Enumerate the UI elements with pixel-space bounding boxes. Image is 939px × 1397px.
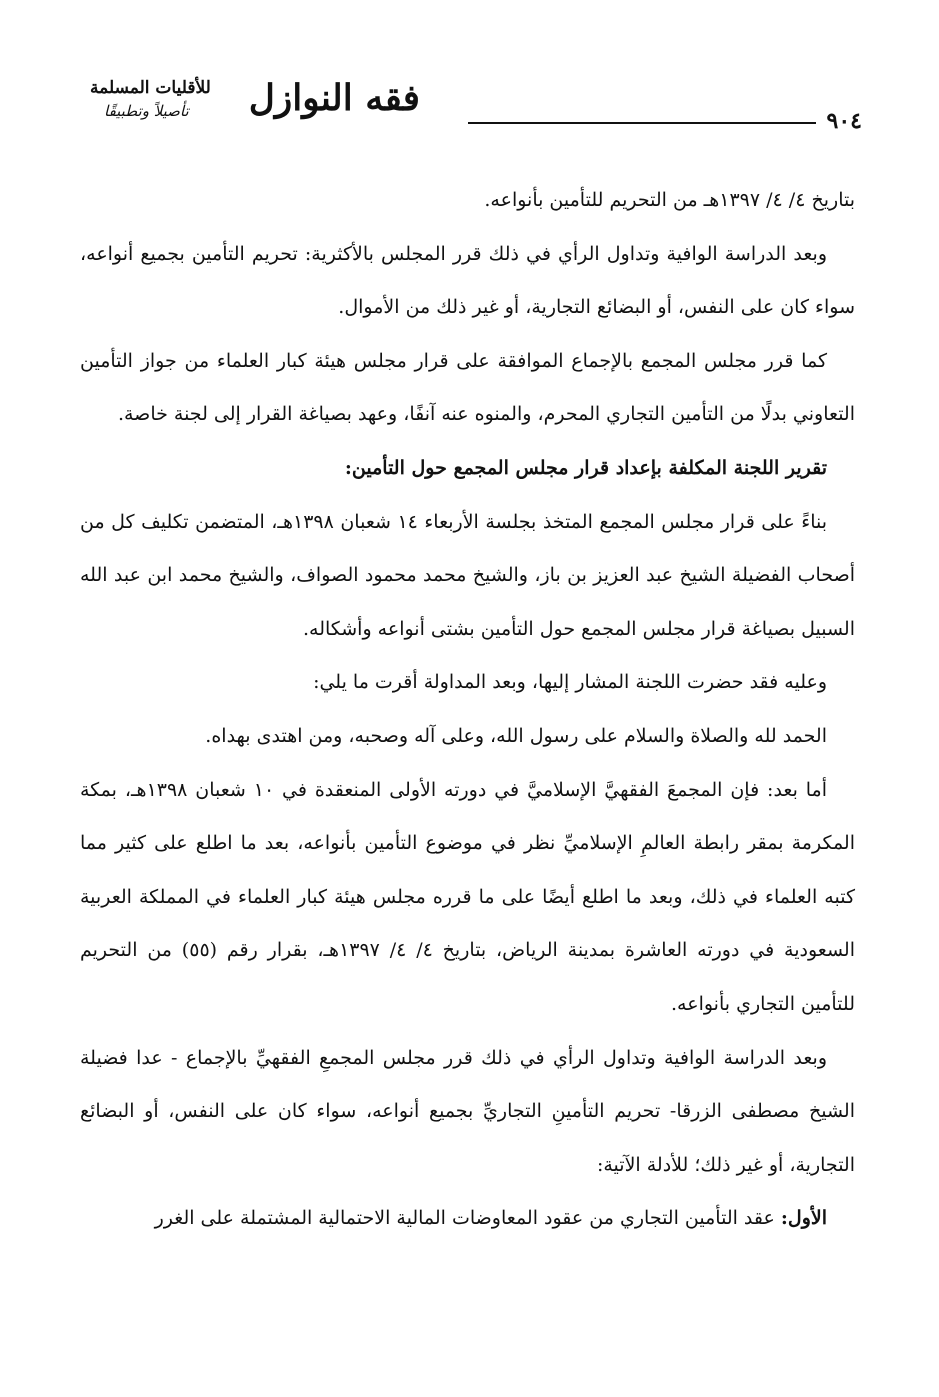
paragraph-first-evidence <box>80 1192 855 1246</box>
paragraph: وبعد الدراسة الوافية وتداول الرأي في ذلك قرر مجلس المجمعِ الفقهيِّ بالإجماع - عدا فضيلة الشيخ مصطفى الزرقا- تحريم التأمينِ التجاريِّ بجميع أنواعه، سواء كان على النفس، أو البضائع التجارية، أو غير ذلك؛ للأدلة الآتية: <box>80 1046 855 1176</box>
book-title-tagline: تأصيلاً وتطبيقًا <box>104 102 189 120</box>
paragraph: وعليه فقد حضرت اللجنة المشار إليها، وبعد المداولة أقرت ما يلي: <box>313 671 827 694</box>
section-heading: تقرير اللجنة المكلفة بإعداد قرار مجلس المجمع حول التأمين: <box>344 456 827 479</box>
book-title-subtitle: للأقليات المسلمة <box>90 78 211 98</box>
book-title-main: فقه النوازل <box>248 77 420 119</box>
paragraph: بناءً على قرار مجلس المجمع المتخذ بجلسة الأربعاء ١٤ شعبان ١٣٩٨هـ، المتضمن تكليف كل من أصحاب الفضيلة الشيخ عبد العزيز بن باز، والشيخ محمد محمود الصواف، والشيخ محمد ابن عبد الله السبيل بصياغة قرار مجلس المجمع حول التأمين بشتى أنواعه وأشكاله. <box>80 510 855 640</box>
book-title <box>90 70 420 150</box>
page-number: ٩٠٤ <box>826 108 862 134</box>
body-text <box>80 174 855 1246</box>
paragraph: كما قرر مجلس المجمع بالإجماع الموافقة على قرار مجلس هيئة كبار العلماء من جواز التأمين التعاوني بدلًا من التأمين التجاري المحرم، والمنوه عنه آنفًا، وعهد بصياغة القرار إلى لجنة خاصة. <box>80 349 855 426</box>
paragraph-lead: الأول: <box>780 1207 827 1230</box>
paragraph-continuation: بتاريخ ٤/ ٤/ ١٣٩٧هـ من التحريم للتأمين بأنواعه. <box>484 189 855 211</box>
paragraph: الحمد لله والصلاة والسلام على رسول الله، وعلى آله وصحبه، ومن اهتدى بهداه. <box>205 724 827 747</box>
running-header <box>90 70 862 150</box>
paragraph-body: عقد التأمين التجاري من عقود المعاوضات المالية الاحتمالية المشتملة على الغرر <box>154 1207 781 1230</box>
paragraph: أما بعد: فإن المجمعَ الفقهيَّ الإسلاميَّ في دورته الأولى المنعقدة في ١٠ شعبان ١٣٩٨هـ، بمكة المكرمة بمقر رابطة العالمِ الإسلاميِّ نظر في موضوع التأمين بأنواعه، بعد ما اطلع على كثير مما كتبه العلماء في ذلك، وبعد ما اطلع أيضًا على ما قرره مجلس هيئة كبار العلماء في المملكة العربية السعودية في دورته العاشرة بمدينة الرياض، بتاريخ ٤/ ٤/ ١٣٩٧هـ، بقرار رقم (٥٥) من التحريم للتأمين التجاري بأنواعه. <box>80 778 855 1015</box>
header-rule <box>468 122 816 124</box>
paragraph: وبعد الدراسة الوافية وتداول الرأي في ذلك قرر المجلس بالأكثرية: تحريم التأمين بجميع أنواعه، سواء كان على النفس، أو البضائع التجارية، أو غير ذلك من الأموال. <box>80 242 855 319</box>
